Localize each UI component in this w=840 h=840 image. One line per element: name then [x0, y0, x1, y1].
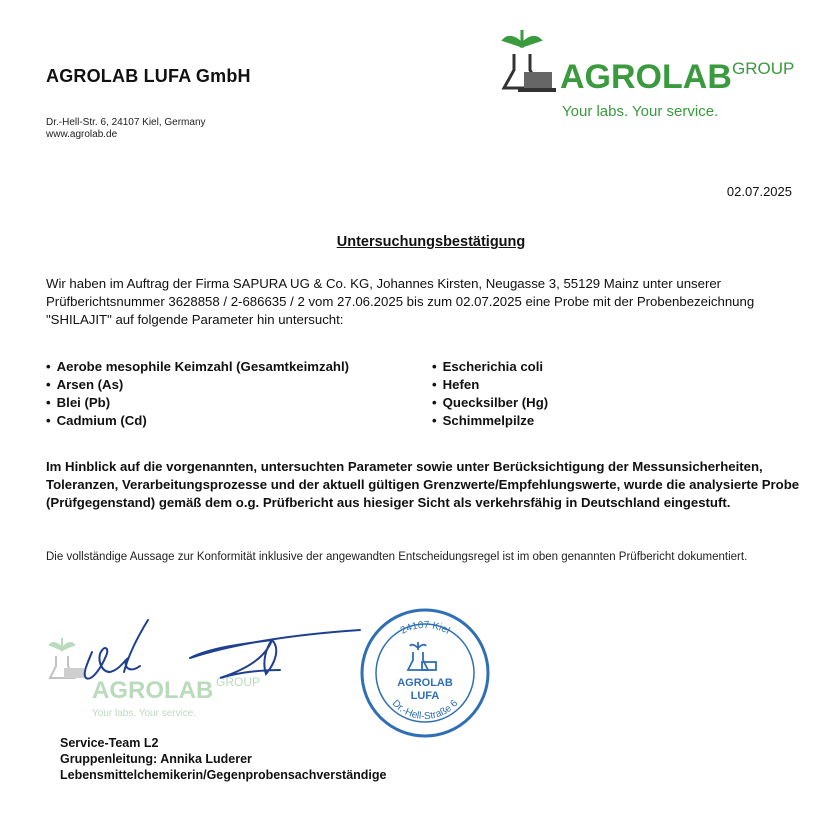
company-address: [46, 117, 206, 141]
logo-group: GROUP: [732, 59, 795, 78]
list-item: • Schimmelpilze: [432, 412, 548, 430]
list-item: • Arsen (As): [46, 376, 349, 394]
document-date: 02.07.2025: [726, 184, 792, 199]
agrolab-logo: [500, 22, 810, 122]
list-item: • Blei (Pb): [46, 394, 349, 412]
document-title: Untersuchungsbestätigung: [336, 234, 526, 250]
signer-team: Service-Team L2: [60, 736, 159, 750]
list-item: • Aerobe mesophile Keimzahl (Gesamtkeimzahl): [46, 358, 349, 376]
stamp-name-line1: AGROLAB: [397, 677, 453, 689]
stamp-bottom-text: Dr.-Hell-Straße 6: [389, 698, 461, 723]
svg-text:24107 Kiel: [399, 620, 452, 637]
faded-logo-slogan: Your labs. Your service.: [92, 708, 197, 719]
stamp-flask-icon: [408, 642, 436, 670]
faded-agrolab-logo: [50, 638, 260, 719]
signer-lead: Gruppenleitung: Annika Luderer: [60, 752, 252, 766]
faded-logo-brand: AGROLAB: [92, 677, 214, 704]
assessment-paragraph: Im Hinblick auf die vorgenannten, untersuchten Parameter sowie unter Berücksichtigung der Messunsicherheiten, Toleranzen, Verarbeitungsprozesse und der aktuell gültigen Grenzwerte/Empfehlungswerte, wurde die analysierte Probe (Prüfgegenstand) gemäß dem o.g. Prüfbericht aus hiesiger Sicht als verkehrsfähig in Deutschland eingestuft.: [46, 459, 800, 510]
company-name: AGROLAB LUFA GmbH: [46, 66, 251, 86]
list-item: • Hefen: [432, 376, 548, 394]
list-item: • Quecksilber (Hg): [432, 394, 548, 412]
intro-paragraph: Wir haben im Auftrag der Firma SAPURA UG & Co. KG, Johannes Kirsten, Neugasse 3, 55129 Mainz unter unserer Prüfberichtsnummer 3628858 / 2-686635 / 2 vom 27.06.2025 bis zum 02.07.2025 eine Probe mit der Probenbezeichnung "SHILAJIT" auf folgende Parameter hin untersucht:: [46, 276, 755, 327]
logo-slogan: Your labs. Your service.: [562, 103, 719, 120]
signer-block: [60, 735, 387, 783]
handwritten-signature: [85, 620, 360, 679]
address-line: Dr.-Hell-Str. 6, 24107 Kiel, Germany: [46, 117, 206, 128]
parameter-list-right: [432, 358, 548, 430]
stamp-top-text: 24107 Kiel: [398, 619, 452, 637]
conformity-note: Die vollständige Aussage zur Konformität inklusive der angewandten Entscheidungsregel ist im oben genannten Prüfbericht dokumentiert.: [46, 551, 748, 563]
website-link[interactable]: www.agrolab.de: [46, 129, 118, 140]
list-item: • Escherichia coli: [432, 358, 548, 376]
signer-role: Lebensmittelchemikerin/Gegenprobensachverständige: [60, 768, 387, 782]
company-stamp: [358, 606, 492, 740]
parameter-list-left: [46, 358, 349, 430]
list-item: • Cadmium (Cd): [46, 412, 349, 430]
stamp-name-line2: LUFA: [410, 690, 440, 702]
faded-logo-group: GROUP: [216, 675, 261, 689]
flask-plant-icon: [504, 30, 556, 92]
logo-brand: AGROLAB: [560, 58, 732, 96]
